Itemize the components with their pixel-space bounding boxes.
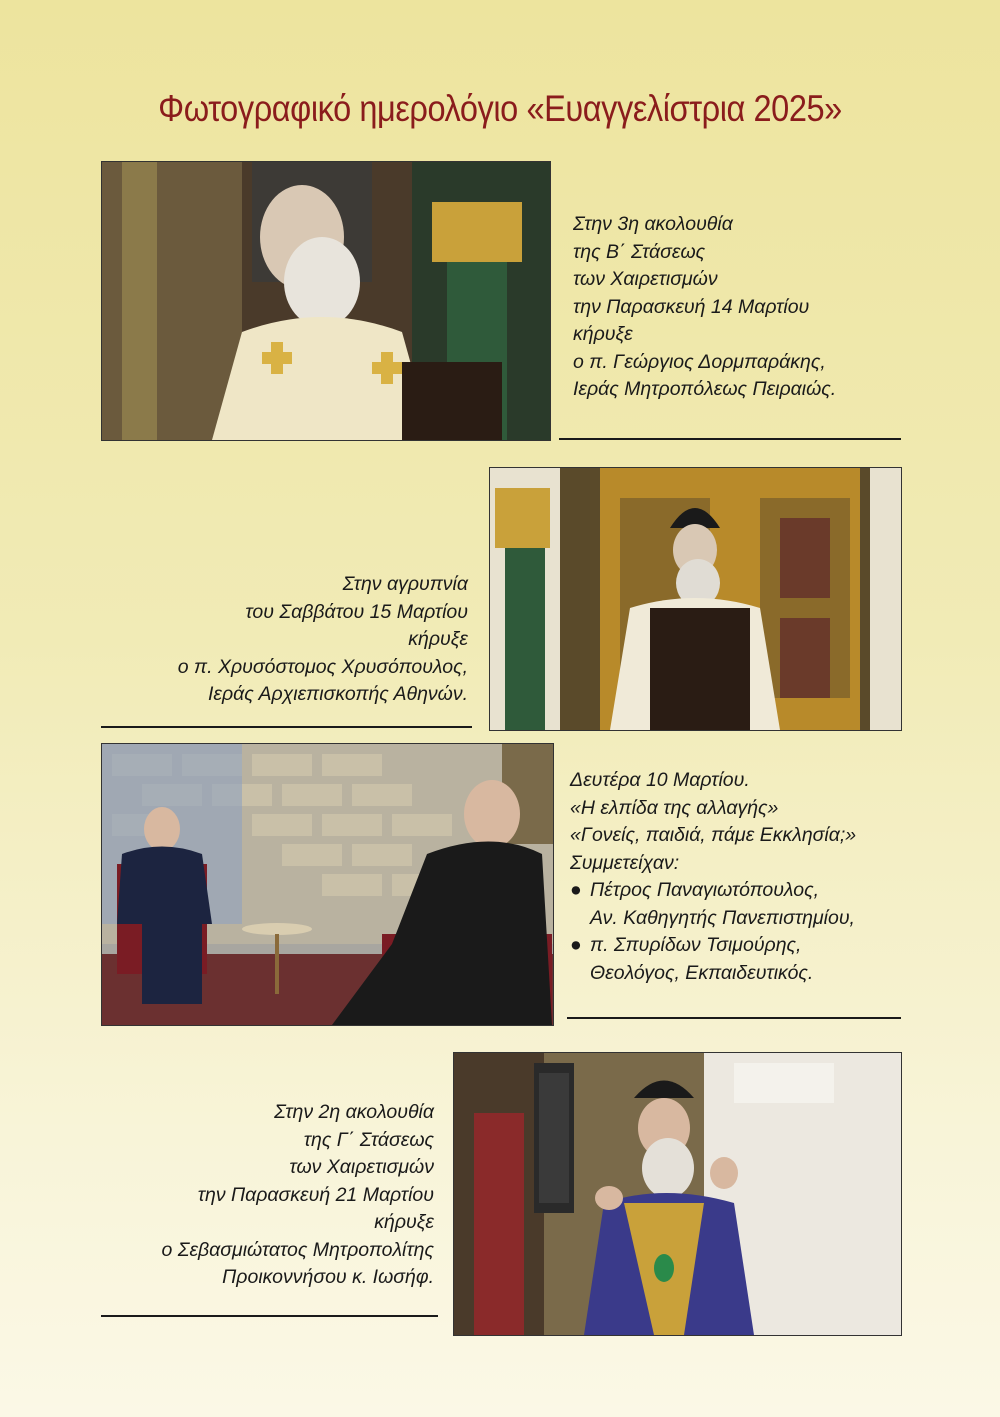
bullet-icon: ● [570, 879, 582, 901]
caption-line: κήρυξε [374, 1211, 434, 1233]
photo-priest-gold-vestments [101, 161, 551, 441]
page-title: Φωτογραφικό ημερολόγιο «Ευαγγελίστρια 2025» [158, 88, 842, 129]
caption-line: του Σαββάτου 15 Μαρτίου [245, 600, 468, 623]
caption-line: ο π. Γεώργιος Δορμπαράκης, [573, 350, 826, 373]
caption-entry-4 [162, 1099, 435, 1292]
divider-rule [559, 438, 901, 440]
divider-rule [567, 1017, 901, 1019]
caption-line: «Η ελπίδα της αλλαγής» [570, 796, 779, 819]
divider-rule [101, 1315, 438, 1317]
caption-line: την Παρασκευή 21 Μαρτίου [197, 1183, 434, 1206]
caption-line: της Β΄ Στάσεως [573, 240, 706, 263]
participant-name: Πέτρος Παναγιωτόπουλος, [590, 879, 820, 901]
caption-line: Στην αγρυπνία [342, 573, 468, 595]
bullet-icon: ● [570, 934, 582, 956]
caption-entry-3 [570, 767, 856, 987]
photo-metropolitan-blue-vestments [453, 1052, 902, 1336]
caption-line: των Χαιρετισμών [289, 1156, 434, 1178]
caption-line: Στην 2η ακολουθία [274, 1101, 434, 1123]
caption-line: ο π. Χρυσόστομος Χρυσόπουλος, [177, 655, 468, 678]
participant-role: Αν. Καθηγητής Πανεπιστημίου, [590, 906, 855, 929]
caption-line: των Χαιρετισμών [573, 268, 718, 290]
participant-item [570, 877, 856, 905]
participant-item [570, 932, 856, 960]
caption-entry-1 [573, 211, 836, 404]
participant-name: π. Σπυρίδων Τσιμούρης, [590, 934, 802, 956]
participant-role: Θεολόγος, Εκπαιδευτικός. [590, 961, 814, 984]
caption-line: κήρυξε [573, 323, 633, 345]
caption-line: Δευτέρα 10 Μαρτίου. [570, 769, 750, 791]
caption-line: την Παρασκευή 14 Μαρτίου [573, 295, 810, 318]
caption-line: «Γονείς, παιδιά, πάμε Εκκλησία;» [570, 824, 857, 846]
caption-line: Ιεράς Αρχιεπισκοπής Αθηνών. [208, 683, 468, 705]
photo-tv-studio-discussion [101, 743, 554, 1026]
caption-line: της Γ΄ Στάσεως [303, 1128, 434, 1151]
caption-entry-2 [178, 571, 468, 709]
caption-line: Συμμετείχαν: [570, 851, 680, 874]
divider-rule [101, 726, 472, 728]
caption-line: Στην 3η ακολουθία [573, 213, 733, 235]
caption-line: Ιεράς Μητροπόλεως Πειραιώς. [573, 378, 837, 400]
photo-archimandrite-iconostasis [489, 467, 902, 731]
caption-line: ο Σεβασμιώτατος Μητροπολίτης [161, 1238, 434, 1261]
caption-line: Προικοννήσου κ. Ιωσήφ. [222, 1266, 434, 1288]
caption-line: κήρυξε [408, 628, 468, 650]
